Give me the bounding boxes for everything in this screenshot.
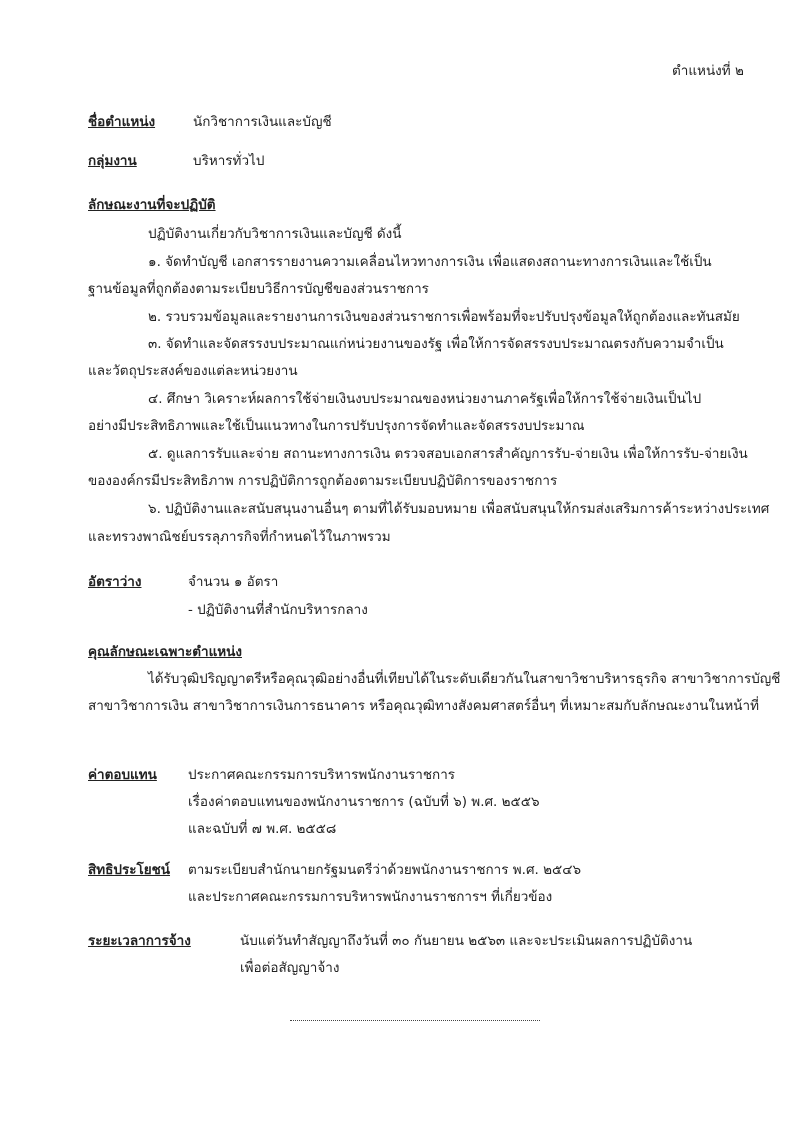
qualification-label: คุณลักษณะเฉพาะตำแหน่ง xyxy=(88,644,242,660)
page-label: ตำแหน่งที่ ๒ xyxy=(672,63,744,79)
group-label: กลุ่มงาน xyxy=(88,153,137,169)
duty-line: ๕. ดูแลการรับและจ่าย สถานะทางการเงิน ตรวจสอบเอกสารสำคัญการรับ-จ่ายเงิน เพื่อให้การรับ-จ่ายเงิน xyxy=(148,446,748,462)
dotted-divider xyxy=(290,1020,540,1021)
duty-line: ๑. จัดทำบัญชี เอกสารรายงานความเคลื่อนไหวทางการเงิน เพื่อแสดงสถานะทางการเงินและใช้เป็น xyxy=(148,254,712,270)
duties-intro: ปฏิบัติงานเกี่ยวกับวิชาการเงินและบัญชี ดังนี้ xyxy=(148,226,402,242)
term-label: ระยะเวลาการจ้าง xyxy=(88,933,191,949)
vacancy-label: อัตราว่าง xyxy=(88,574,142,590)
duty-line: อย่างมีประสิทธิภาพและใช้เป็นแนวทางในการปรับปรุงการจัดทำและจัดสรรงบประมาณ xyxy=(88,418,585,434)
vacancy-value: จำนวน ๑ อัตรา xyxy=(188,574,279,590)
qualification-line: สาขาวิชาการเงิน สาขาวิชาการเงินการธนาคาร หรือคุณวุฒิทางสังคมศาสตร์อื่นๆ ที่เหมาะสมกับลักษณะงานในหน้าที่ xyxy=(88,698,759,714)
benefits-line: และประกาศคณะกรรมการบริหารพนักงานราชการฯ ที่เกี่ยวข้อง xyxy=(188,889,553,905)
qualification-line: ได้รับวุฒิปริญญาตรีหรือคุณวุฒิอย่างอื่นที่เทียบได้ในระดับเดียวกันในสาขาวิชาบริหารธุรกิจ สาขาวิชาการบัญชี xyxy=(148,671,781,687)
compensation-line: เรื่องค่าตอบแทนของพนักงานราชการ (ฉบับที่ ๖) พ.ศ. ๒๕๕๖ xyxy=(188,794,540,810)
term-line: นับแต่วันทำสัญญาถึงวันที่ ๓๐ กันยายน ๒๕๖๓ และจะประเมินผลการปฏิบัติงาน xyxy=(240,933,693,949)
benefits-line: ตามระเบียบสำนักนายกรัฐมนตรีว่าด้วยพนักงานราชการ พ.ศ. ๒๕๔๖ xyxy=(188,862,582,878)
compensation-label: ค่าตอบแทน xyxy=(88,767,157,783)
term-line: เพื่อต่อสัญญาจ้าง xyxy=(240,960,340,976)
duty-line: ๒. รวบรวมข้อมูลและรายงานการเงินของส่วนราชการเพื่อพร้อมที่จะปรับปรุงข้อมูลให้ถูกต้องและทันสมัย xyxy=(148,309,740,325)
duty-line: ๔. ศึกษา วิเคราะห์ผลการใช้จ่ายเงินงบประมาณของหน่วยงานภาครัฐเพื่อให้การใช้จ่ายเงินเป็นไป xyxy=(148,391,702,407)
duty-line: และทรวงพาณิชย์บรรลุภารกิจที่กำหนดไว้ในภาพรวม xyxy=(88,529,391,545)
duties-label: ลักษณะงานที่จะปฏิบัติ xyxy=(88,197,216,213)
compensation-line: ประกาศคณะกรรมการบริหารพนักงานราชการ xyxy=(188,767,456,783)
duty-line: ๖. ปฏิบัติงานและสนับสนุนงานอื่นๆ ตามที่ได้รับมอบหมาย เพื่อสนับสนุนให้กรมส่งเสริมการค้าระหว่างประเทศ xyxy=(148,501,770,517)
position-label: ชื่อตำแหน่ง xyxy=(88,114,156,130)
duty-line: ขององค์กรมีประสิทธิภาพ การปฏิบัติการถูกต้องตามระเบียบปฏิบัติการของราชการ xyxy=(88,473,558,489)
compensation-line: และฉบับที่ ๗ พ.ศ. ๒๕๕๘ xyxy=(188,821,337,837)
group-value: บริหารทั่วไป xyxy=(193,153,265,169)
duty-line: ๓. จัดทำและจัดสรรงบประมาณแก่หน่วยงานของรัฐ เพื่อให้การจัดสรรงบประมาณตรงกับความจำเป็น xyxy=(148,336,724,352)
benefits-label: สิทธิประโยชน์ xyxy=(88,862,171,878)
duty-line: และวัตถุประสงค์ของแต่ละหน่วยงาน xyxy=(88,363,298,379)
duty-line: ฐานข้อมูลที่ถูกต้องตามระเบียบวิธีการบัญชีของส่วนราชการ xyxy=(88,281,429,297)
position-value: นักวิชาการเงินและบัญชี xyxy=(193,114,332,130)
vacancy-note: - ปฏิบัติงานที่สำนักบริหารกลาง xyxy=(188,602,368,618)
